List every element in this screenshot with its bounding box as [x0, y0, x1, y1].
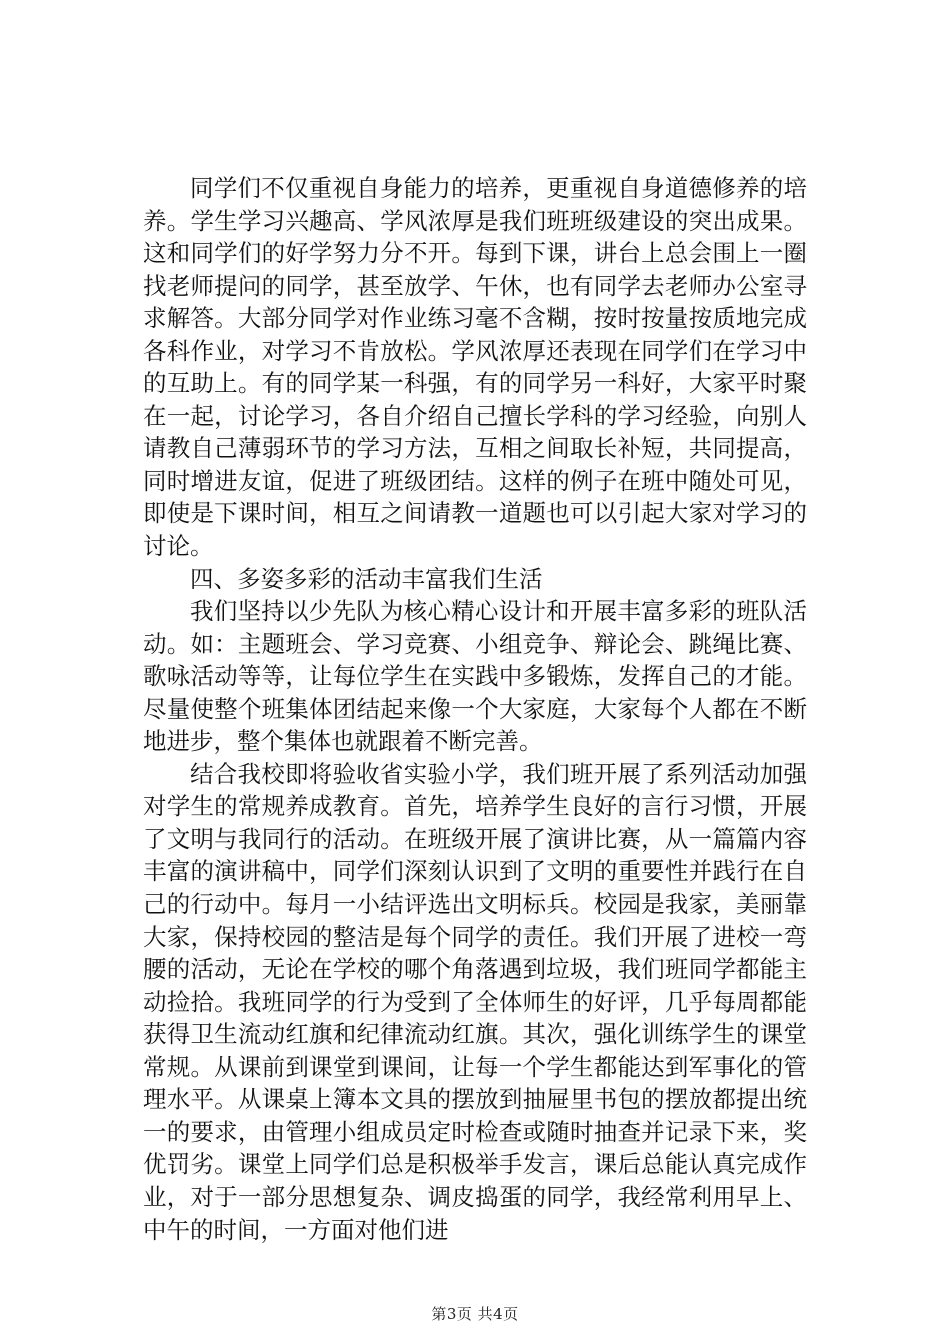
section-heading-activities: 四、多姿多彩的活动丰富我们生活 — [190, 564, 543, 593]
paragraph-routine-education: 结合我校即将验收省实验小学，我们班开展了系列活动加强对学生的常规养成教育。首先，培养学生良好的言行习惯，开展了文明与我同行的活动。在班级开展了演讲比赛，从一篇篇内容丰富的演讲稿中，同学们深刻认识到了文明的重要性并践行在自己的行动中。每月一小结评选出文明标兵。校园是我家，美丽靠大家，保持校园的整洁是每个同学的责任。我们开展了进校一弯腰的活动，无论在学校的哪个角落遇到垃圾，我们班同学都能主动捡拾。我班同学的行为受到了全体师生的好评，几乎每周都能获得卫生流动红旗和纪律流动红旗。其次，强化训练学生的课堂常规。从课前到课堂到课间，让每一个学生都能达到军事化的管理水平。从课桌上簿本文具的摆放到抽屉里书包的摆放都提出统一的要求，由管理小组成员定时检查或随时抽查并记录下来，奖优罚劣。课堂上同学们总是积极举手发言，课后总能认真完成作业，对于一部分思想复杂、调皮捣蛋的同学，我经常利用早上、中午的时间，一方面对他们进 — [143, 759, 807, 1244]
paragraph-study-atmosphere: 同学们不仅重视自身能力的培养，更重视自身道德修养的培养。学生学习兴趣高、学风浓厚是我们班班级建设的突出成果。这和同学们的好学努力分不开。每到下课，讲台上总会围上一圈找老师提问的同学，甚至放学、午休，也有同学去老师办公室寻求解答。大部分同学对作业练习毫不含糊，按时按量按质地完成各科作业，对学习不肯放松。学风浓厚还表现在同学们在学习中的互助上。有的同学某一科强，有的同学另一科好，大家平时聚在一起，讨论学习，各自介绍自己擅长学科的学习经验，向别人请教自己薄弱环节的学习方法，互相之间取长补短，共同提高，同时增进友谊，促进了班级团结。这样的例子在班中随处可见，即使是下课时间，相互之间请教一道题也可以引起大家对学习的讨论。 — [143, 174, 807, 561]
document-body — [143, 172, 807, 1246]
page-number-footer: 第3页 共4页 — [431, 1305, 519, 1323]
paragraph-class-activities: 我们坚持以少先队为核心精心设计和开展丰富多彩的班队活动。如：主题班会、学习竞赛、小组竞争、辩论会、跳绳比赛、歌咏活动等等，让每位学生在实践中多锻炼，发挥自己的才能。尽量使整个班集体团结起来像一个大家庭，大家每个人都在不断地进步，整个集体也就跟着不断完善。 — [143, 597, 807, 756]
